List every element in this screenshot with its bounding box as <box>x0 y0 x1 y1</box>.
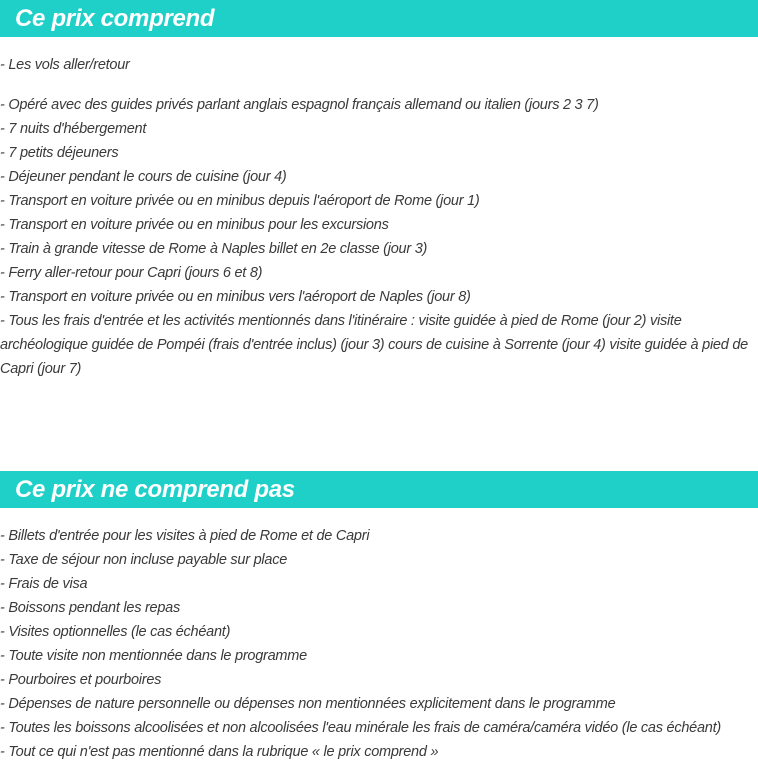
included-first-list <box>0 53 756 77</box>
list-item: - Opéré avec des guides privés parlant anglais espagnol français allemand ou italien (jours 2 3 7) <box>0 97 599 113</box>
list-item: - Toutes les boissons alcoolisées et non alcoolisées l'eau minérale les frais de caméra/caméra vidéo (le cas échéant) <box>0 720 721 736</box>
excluded-section-title: Ce prix ne comprend pas <box>15 475 295 503</box>
included-list <box>0 93 756 381</box>
list-item: - Toute visite non mentionnée dans le programme <box>0 648 307 664</box>
list-item: - Taxe de séjour non incluse payable sur place <box>0 552 288 568</box>
list-item: - Déjeuner pendant le cours de cuisine (jour 4) <box>0 169 287 185</box>
list-item: - Transport en voiture privée ou en minibus pour les excursions <box>0 217 389 233</box>
list-item: - 7 petits déjeuners <box>0 145 119 161</box>
excluded-list <box>0 524 756 764</box>
list-item: - Transport en voiture privée ou en minibus depuis l'aéroport de Rome (jour 1) <box>0 193 480 209</box>
list-item: - Frais de visa <box>0 576 88 592</box>
included-section-header <box>0 0 758 37</box>
list-item: - Pourboires et pourboires <box>0 672 162 688</box>
list-item: - Les vols aller/retour <box>0 57 130 73</box>
included-section-title: Ce prix comprend <box>15 4 215 32</box>
list-item: - 7 nuits d'hébergement <box>0 121 147 137</box>
list-item: - Billets d'entrée pour les visites à pied de Rome et de Capri <box>0 528 370 544</box>
list-item: - Tous les frais d'entrée et les activités mentionnés dans l'itinéraire : visite guidée à pied de Rome (jour 2) visite archéologique guidée de Pompéi (frais d'entrée inclus) (jour 3) cours de cuisine à Sorrente (jour 4) visite guidée à pied de Capri (jour 7) <box>0 313 748 377</box>
list-item: - Ferry aller-retour pour Capri (jours 6 et 8) <box>0 265 263 281</box>
list-item: - Train à grande vitesse de Rome à Naples billet en 2e classe (jour 3) <box>0 241 428 257</box>
list-item: - Boissons pendant les repas <box>0 600 180 616</box>
list-item: - Dépenses de nature personnelle ou dépenses non mentionnées explicitement dans le programme <box>0 696 616 712</box>
list-item: - Tout ce qui n'est pas mentionné dans la rubrique « le prix comprend » <box>0 744 439 760</box>
list-item: - Visites optionnelles (le cas échéant) <box>0 624 231 640</box>
list-item: - Transport en voiture privée ou en minibus vers l'aéroport de Naples (jour 8) <box>0 289 471 305</box>
excluded-section-header <box>0 471 758 508</box>
